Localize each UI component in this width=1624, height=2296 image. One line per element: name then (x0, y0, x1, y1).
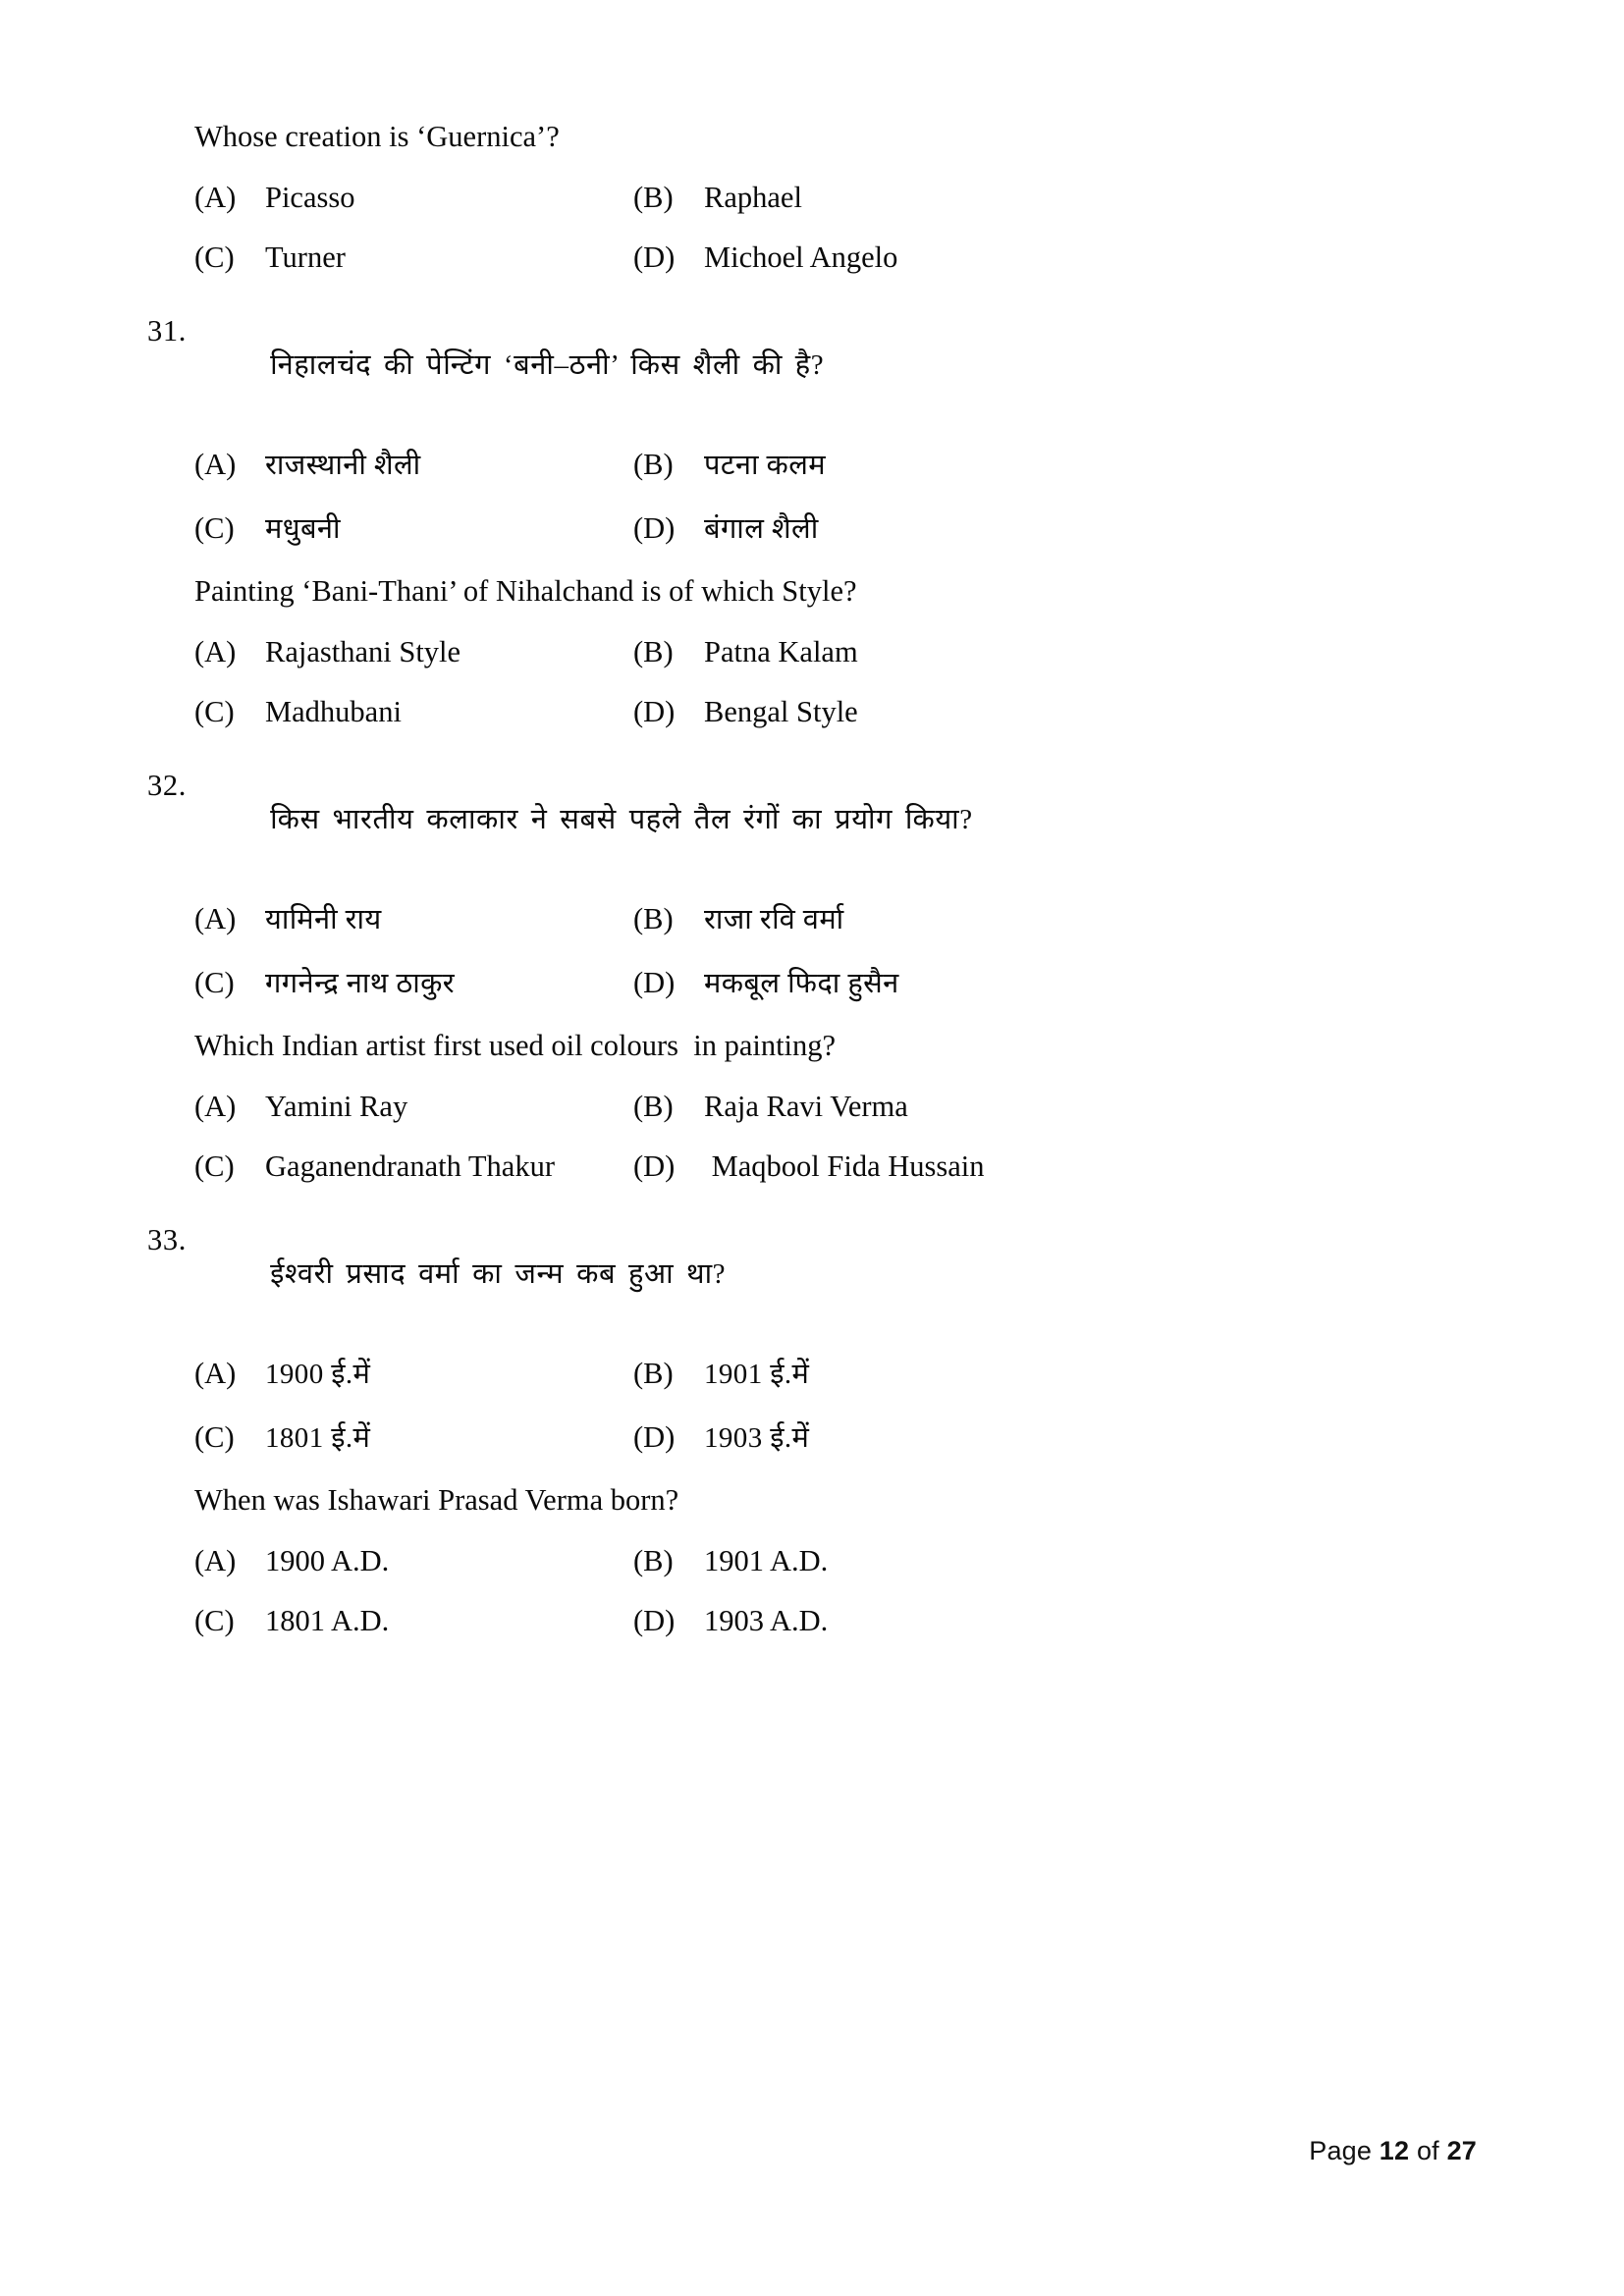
option-c-english[interactable] (147, 1604, 633, 1638)
question-block-33 (147, 1221, 1477, 1638)
option-label-d: (D) (633, 1148, 676, 1183)
footer-middle: of (1416, 2136, 1439, 2165)
option-label-b: (B) (633, 1089, 674, 1123)
option-text-c: Madhubani (265, 695, 402, 728)
option-label-d: (D) (633, 1419, 676, 1454)
option-a-english[interactable] (147, 635, 633, 669)
option-text-a: Rajasthani Style (265, 635, 461, 668)
option-label-b: (B) (633, 1543, 674, 1577)
option-b-english[interactable] (633, 1090, 1477, 1124)
option-row (147, 445, 1477, 483)
option-text-a: 1900 ई.में (265, 1358, 371, 1390)
question-31-number: 31. (147, 314, 187, 348)
option-row (147, 1417, 1477, 1456)
option-text-c: Turner (265, 240, 346, 275)
option-c-hindi[interactable] (147, 963, 633, 1001)
question-33-stem-hindi-text: ईश्वरी प्रसाद वर्मा का जन्म कब हुआ था? (270, 1258, 727, 1291)
option-label-b: (B) (633, 181, 674, 215)
option-label-c: (C) (194, 695, 235, 728)
option-c-hindi[interactable] (147, 1417, 633, 1456)
option-text-d: 1903 ई.में (704, 1421, 810, 1454)
question-32-stem-hindi (147, 767, 1477, 874)
option-label-d: (D) (633, 965, 676, 999)
option-b[interactable] (633, 181, 1477, 215)
option-b-hindi[interactable] (633, 899, 1477, 937)
question-block-31 (147, 312, 1477, 729)
option-text-d: बंगाल शैली (704, 512, 819, 545)
option-label-d: (D) (633, 510, 676, 545)
option-label-b: (B) (633, 901, 674, 935)
option-label-c: (C) (194, 240, 235, 275)
question-32-stem-hindi-text: किस भारतीय कलाकार ने सबसे पहले तैल रंगों का प्रयोग किया? (270, 804, 973, 836)
option-b-english[interactable] (633, 1544, 1477, 1578)
option-label-d: (D) (633, 695, 676, 728)
option-label-b: (B) (633, 447, 674, 481)
option-row (147, 181, 1477, 215)
question-31-stem-hindi (147, 312, 1477, 419)
option-text-a: Picasso (265, 181, 355, 215)
option-a-english[interactable] (147, 1544, 633, 1578)
question-stem-english: Whose creation is ‘Guernica’? (194, 120, 560, 153)
option-text-d: Maqbool Fida Hussain (704, 1148, 985, 1183)
option-text-b: राजा रवि वर्मा (704, 903, 844, 935)
option-row (147, 635, 1477, 669)
question-block-guernica (147, 118, 1477, 275)
option-label-b: (B) (633, 1356, 674, 1390)
question-31-stem-english: Painting ‘Bani-Thani’ of Nihalchand is of which Style? (194, 573, 857, 608)
option-row (147, 240, 1477, 275)
question-32-stem-english: Which Indian artist first used oil colours in painting? (194, 1028, 837, 1062)
option-b-english[interactable] (633, 635, 1477, 669)
option-text-d: मकबूल फिदा हुसैन (704, 967, 899, 999)
option-text-a: राजस्थानी शैली (265, 449, 421, 481)
option-label-a: (A) (194, 1543, 237, 1577)
option-label-a: (A) (194, 181, 237, 215)
page-footer (1309, 2136, 1477, 2166)
question-block-32 (147, 767, 1477, 1184)
option-text-c: 1801 A.D. (265, 1603, 390, 1637)
option-d-english[interactable] (633, 1604, 1477, 1638)
option-row (147, 963, 1477, 1001)
option-text-d: 1903 A.D. (704, 1603, 829, 1637)
option-text-c: Gaganendranath Thakur (265, 1148, 555, 1183)
option-label-a: (A) (194, 901, 237, 935)
option-label-c: (C) (194, 510, 235, 545)
option-d-hindi[interactable] (633, 963, 1477, 1001)
option-row (147, 899, 1477, 937)
footer-prefix: Page (1309, 2136, 1373, 2165)
option-a-english[interactable] (147, 1090, 633, 1124)
option-label-c: (C) (194, 1148, 235, 1183)
option-text-b: 1901 A.D. (704, 1543, 829, 1577)
option-text-c: 1801 ई.में (265, 1421, 371, 1454)
option-d-hindi[interactable] (633, 1417, 1477, 1456)
option-d-english[interactable] (633, 1149, 1477, 1184)
option-label-c: (C) (194, 965, 235, 999)
option-b-hindi[interactable] (633, 445, 1477, 483)
question-32-number: 32. (147, 769, 187, 802)
option-label-c: (C) (194, 1419, 235, 1454)
option-a[interactable] (147, 181, 633, 215)
option-d[interactable] (633, 240, 1477, 275)
option-label-d: (D) (633, 240, 676, 275)
footer-total-pages: 27 (1446, 2136, 1477, 2165)
option-b-hindi[interactable] (633, 1354, 1477, 1392)
option-text-c: गगनेन्द्र नाथ ठाकुर (265, 967, 456, 999)
option-text-a: यामिनी राय (265, 903, 382, 935)
option-text-b: Raja Ravi Verma (704, 1089, 908, 1123)
option-row (147, 1090, 1477, 1124)
option-d-hindi[interactable] (633, 508, 1477, 547)
option-text-d: Michoel Angelo (704, 240, 898, 275)
option-row (147, 1544, 1477, 1578)
option-c[interactable] (147, 240, 633, 275)
option-row (147, 1149, 1477, 1184)
option-row (147, 1604, 1477, 1638)
option-text-b: Patna Kalam (704, 635, 858, 668)
question-33-stem-hindi (147, 1221, 1477, 1328)
option-c-english[interactable] (147, 1149, 633, 1184)
option-text-d: Bengal Style (704, 695, 858, 728)
option-text-a: 1900 A.D. (265, 1543, 390, 1577)
option-row (147, 1354, 1477, 1392)
option-label-a: (A) (194, 1089, 237, 1123)
option-text-b: Raphael (704, 181, 802, 215)
option-text-b: पटना कलम (704, 449, 827, 481)
option-a-hindi[interactable] (147, 445, 633, 483)
option-label-a: (A) (194, 635, 237, 668)
question-31-stem-hindi-text: निहालचंद की पेन्टिंग ‘बनी–ठनी’ किस शैली की है? (270, 349, 825, 382)
question-33-number: 33. (147, 1222, 187, 1256)
option-c-hindi[interactable] (147, 508, 633, 547)
option-label-c: (C) (194, 1603, 235, 1637)
option-text-a: Yamini Ray (265, 1089, 408, 1123)
option-a-hindi[interactable] (147, 899, 633, 937)
option-row (147, 695, 1477, 729)
option-row (147, 508, 1477, 547)
option-a-hindi[interactable] (147, 1354, 633, 1392)
question-33-stem-english: When was Ishawari Prasad Verma born? (194, 1482, 679, 1517)
option-c-english[interactable] (147, 695, 633, 729)
option-d-english[interactable] (633, 695, 1477, 729)
footer-page-number: 12 (1379, 2136, 1410, 2165)
option-text-c: मधुबनी (265, 512, 341, 545)
option-label-b: (B) (633, 635, 674, 668)
option-label-d: (D) (633, 1603, 676, 1637)
option-label-a: (A) (194, 1356, 237, 1390)
option-text-b: 1901 ई.में (704, 1358, 810, 1390)
option-label-a: (A) (194, 447, 237, 481)
